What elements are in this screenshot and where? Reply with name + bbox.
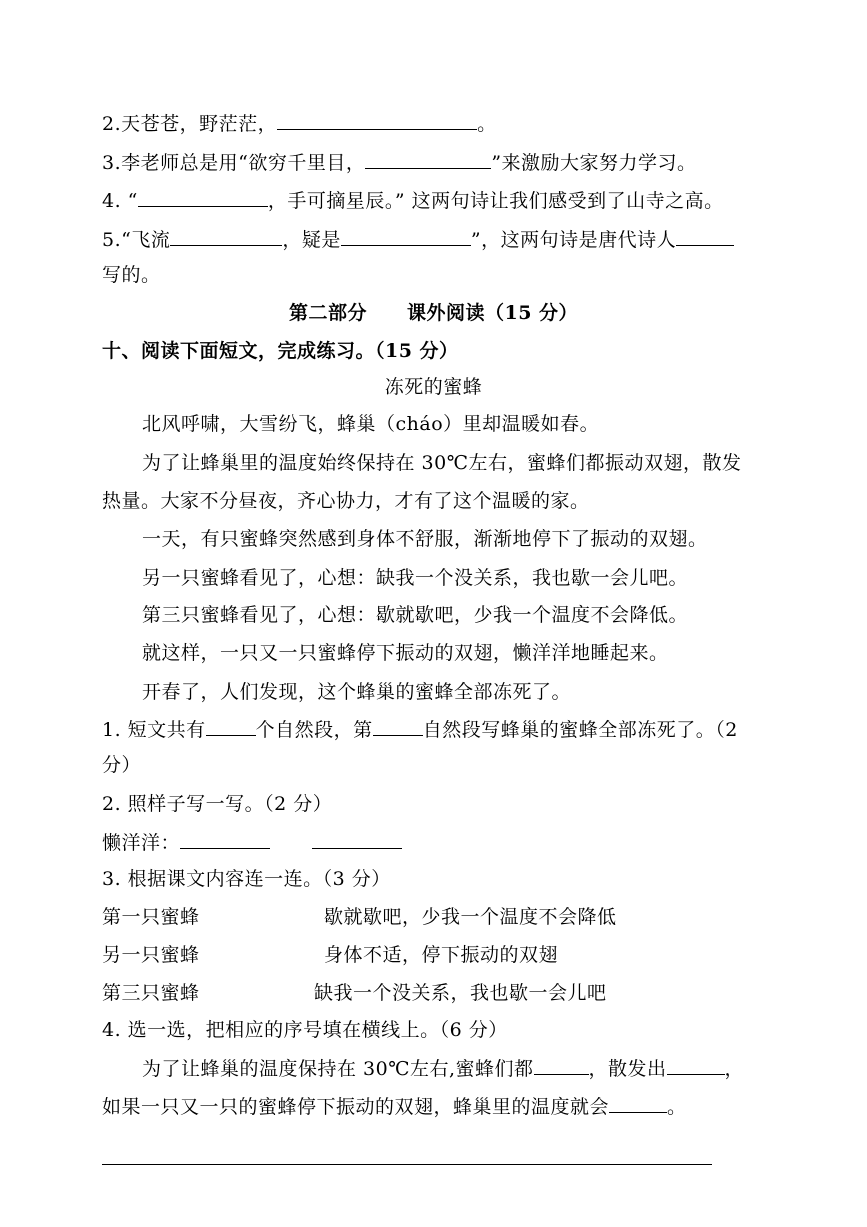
match-left-item[interactable]: 第一只蜜蜂 <box>102 906 200 928</box>
match-right-item[interactable]: 缺我一个没关系，我也歇一会儿吧 <box>314 982 607 1004</box>
fill-q2: 2.天苍苍，野茫茫， 。 <box>102 113 497 135</box>
answer-blank[interactable] <box>609 1094 667 1113</box>
story-paragraph: 热量。大家不分昼夜，齐心协力，才有了这个温暖的家。 <box>102 490 590 512</box>
story-paragraph: 另一只蜜蜂看见了，心想：缺我一个没关系，我也歇一会儿吧。 <box>142 567 689 589</box>
story-paragraph: 第三只蜜蜂看见了，心想：歇就歇吧，少我一个温度不会降低。 <box>142 604 689 626</box>
fill-q5-cont: 写的。 <box>102 264 161 286</box>
footer-divider <box>102 1164 712 1165</box>
answer-blank[interactable] <box>170 227 282 246</box>
fill-q3: 3.李老师总是用“欲穷千里目， ”来激励大家努力学习。 <box>102 152 697 174</box>
question-2: 2. 照样子写一写。（2 分） <box>102 793 333 815</box>
story-paragraph: 为了让蜂巢里的温度始终保持在 30℃左右，蜜蜂们都振动双翅，散发 <box>142 452 742 474</box>
answer-blank[interactable] <box>341 227 471 246</box>
answer-blank[interactable] <box>277 111 477 130</box>
section-heading: 十、阅读下面短文，完成练习。（15 分） <box>102 340 459 362</box>
question-1-cont: 分） <box>102 754 142 776</box>
match-left-item[interactable]: 第三只蜜蜂 <box>102 982 200 1004</box>
question-1: 1. 短文共有 个自然段，第 自然段写蜂巢的蜜蜂全部冻死了。（2 <box>102 719 738 741</box>
fill-q5: 5.“飞流 ，疑是 ”，这两句诗是唐代诗人 <box>102 227 734 252</box>
answer-blank[interactable] <box>667 1056 725 1075</box>
match-right-item[interactable]: 歇就歇吧，少我一个温度不会降低 <box>324 906 617 928</box>
answer-blank[interactable] <box>365 150 491 169</box>
answer-blank[interactable] <box>138 188 268 207</box>
fill-q4: 4. “ ，手可摘星辰。” 这两句诗让我们感受到了山寺之高。 <box>102 190 724 212</box>
answer-blank[interactable] <box>373 717 423 736</box>
story-paragraph: 北风呼啸，大雪纷飞，蜂巢（cháo）里却温暖如春。 <box>142 413 600 435</box>
answer-blank[interactable] <box>534 1056 589 1075</box>
story-paragraph: 一天，有只蜜蜂突然感到身体不舒服，渐渐地停下了振动的双翅。 <box>142 528 708 550</box>
match-row <box>102 943 559 967</box>
question-3: 3. 根据课文内容连一连。（3 分） <box>102 868 391 890</box>
match-row <box>102 981 607 1005</box>
story-paragraph: 开春了，人们发现，这个蜂巢的蜜蜂全部冻死了。 <box>142 681 572 703</box>
question-4: 4. 选一选，把相应的序号填在横线上。（6 分） <box>102 1019 508 1041</box>
answer-blank[interactable] <box>206 717 256 736</box>
story-title: 冻死的蜜蜂 <box>384 376 483 398</box>
match-left-item[interactable]: 另一只蜜蜂 <box>102 944 200 966</box>
match-right-item[interactable]: 身体不适，停下振动的双翅 <box>324 944 559 966</box>
question-2-example: 懒洋洋： <box>102 830 402 855</box>
question-4-line1: 为了让蜂巢的温度保持在 30℃左右,蜜蜂们都 ，散发出 ， <box>142 1058 745 1080</box>
answer-blank[interactable] <box>676 227 734 246</box>
match-row <box>102 905 617 929</box>
part2-heading: 第二部分 课外阅读（15 分） <box>288 302 579 324</box>
story-paragraph: 就这样，一只又一只蜜蜂停下振动的双翅，懒洋洋地睡起来。 <box>142 642 669 664</box>
answer-blank[interactable] <box>312 830 402 849</box>
question-4-line2: 如果一只又一只的蜜蜂停下振动的双翅，蜂巢里的温度就会 。 <box>102 1096 687 1118</box>
answer-blank[interactable] <box>180 830 270 849</box>
